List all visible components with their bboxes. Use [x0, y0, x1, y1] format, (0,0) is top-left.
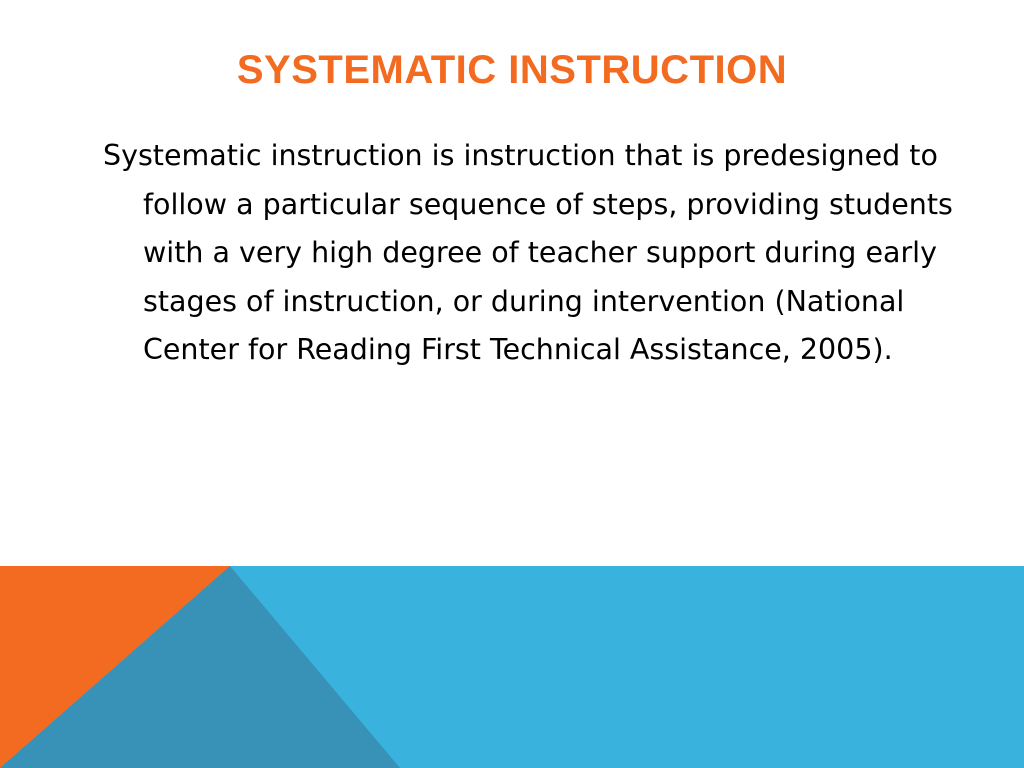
slide-title: SYSTEMATIC INSTRUCTION	[236, 48, 788, 92]
decorative-band	[0, 566, 1024, 768]
slide-body-text: Systematic instruction is instruction that is predesigned to follow a particular sequence of steps, providing students with a very high degree of teacher support during early stages of instruction, or during intervention (National Center for Reading First Technical Assistance, 2005).	[103, 139, 953, 366]
